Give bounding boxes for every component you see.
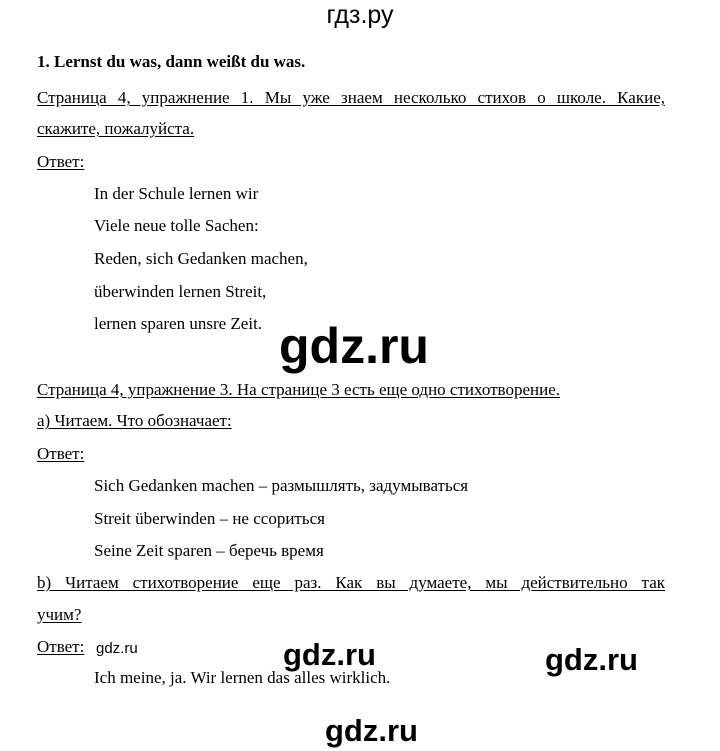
watermark-mid-left: gdz.ru — [283, 637, 376, 672]
site-title: гдз.ру — [326, 1, 394, 29]
section-heading: 1. Lernst du was, dann weißt du was. — [37, 52, 306, 71]
exercise3-part-a: а) Читаем. Что обозначает: — [37, 411, 232, 430]
poem-line: überwinden lernen Streit, — [94, 282, 267, 301]
exercise3-part-b-line2: учим? — [37, 605, 82, 624]
watermark-right: gdz.ru — [545, 642, 638, 677]
exercise1-answer-label: Ответ: — [37, 152, 85, 171]
poem-line: Reden, sich Gedanken machen, — [94, 249, 308, 268]
exercise3-task-line: Страница 4, упражнение 3. На странице 3 есть еще одно стихотворение. — [37, 380, 561, 399]
answer-line: Sich Gedanken machen – размышлять, задумываться — [94, 476, 469, 495]
exercise3-part-b-line1: b) Читаем стихотворение еще раз. Как вы думаете, мы действительно так — [37, 573, 665, 592]
poem-line: lernen sparen unsre Zeit. — [94, 314, 263, 333]
answer-line: Streit überwinden – не ссориться — [94, 509, 325, 528]
answer-b-text: Ich meine, ja. Wir lernen das alles wirklich. — [94, 668, 391, 687]
poem-line: Viele neue tolle Sachen: — [94, 216, 259, 235]
watermark-center: gdz.ru — [279, 318, 429, 374]
answer-line: Seine Zeit sparen – беречь время — [94, 541, 324, 560]
exercise3-answer-label-a: Ответ: — [37, 444, 85, 463]
exercise1-task-line2: скажите, пожалуйста. — [37, 119, 195, 138]
exercise1-task-line1: Страница 4, упражнение 1. Мы уже знаем несколько стихов о школе. Какие, — [37, 88, 665, 107]
exercise3-answer-label-b: Ответ: — [37, 637, 85, 656]
poem-line: In der Schule lernen wir — [94, 184, 259, 203]
watermark-small: gdz.ru — [96, 640, 138, 657]
watermark-bottom: gdz.ru — [325, 713, 418, 748]
